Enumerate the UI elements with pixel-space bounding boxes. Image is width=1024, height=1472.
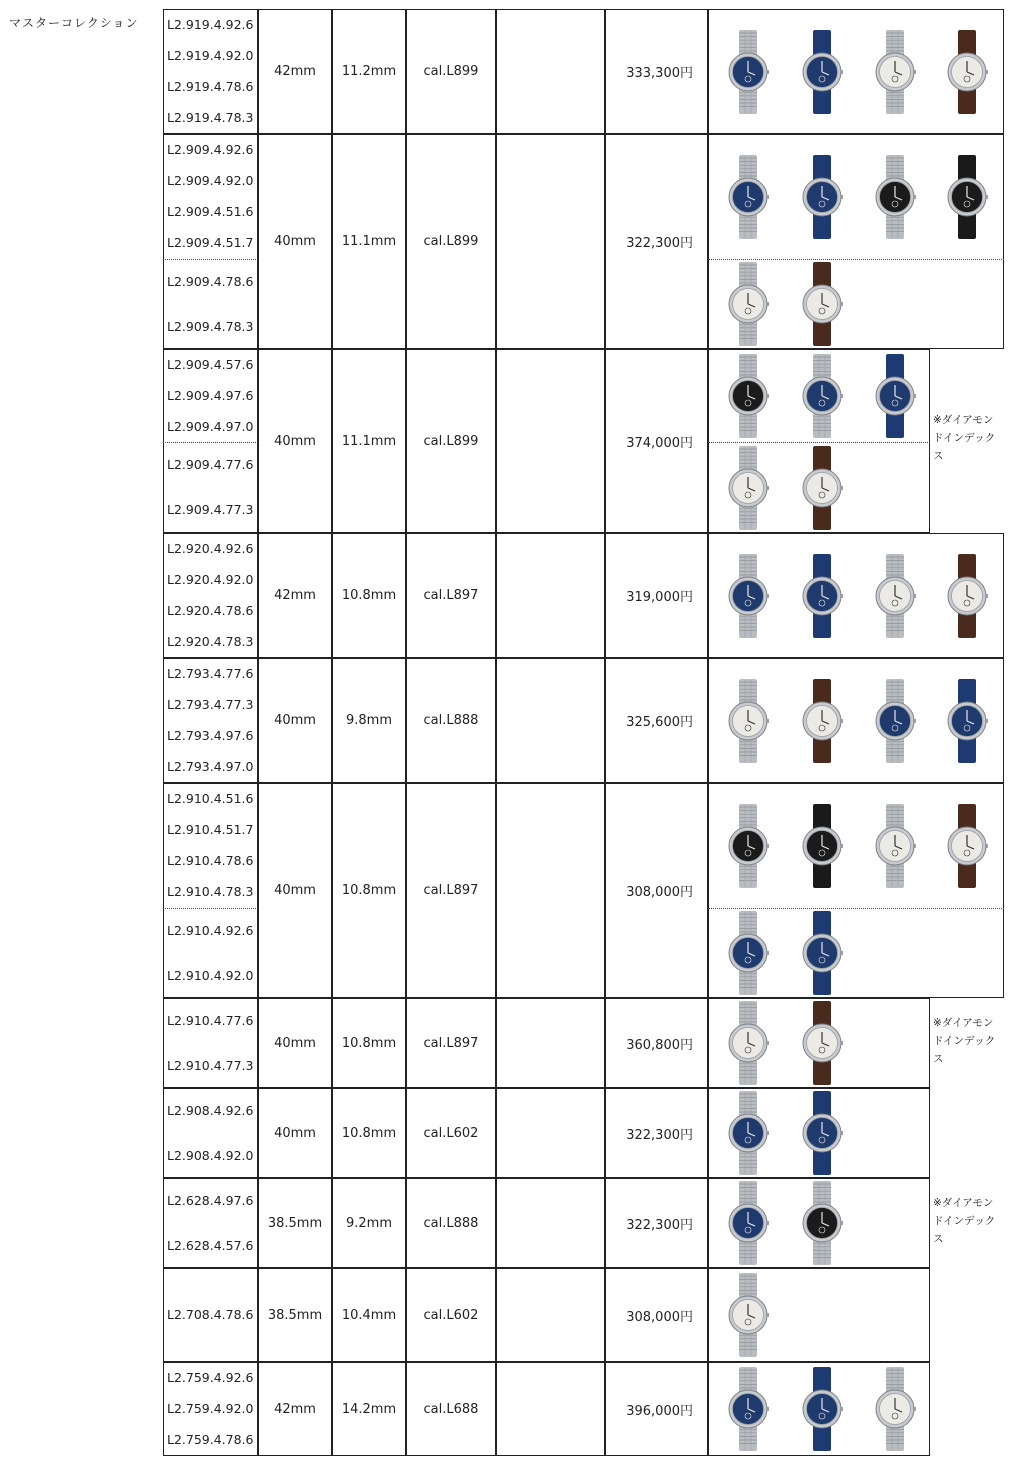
note: ※ダイアモンドインデックス xyxy=(933,1017,996,1065)
case-thickness: 11.1mm xyxy=(332,349,406,533)
watch-image xyxy=(873,1366,917,1452)
watch-image xyxy=(726,353,770,439)
watch-image xyxy=(800,353,844,439)
ref-code: L2.793.4.97.0 xyxy=(167,759,254,775)
watch-image xyxy=(726,553,770,639)
empty-cell xyxy=(496,134,605,349)
case-thickness: 10.8mm xyxy=(332,1088,406,1178)
note: ※ダイアモンドインデックス xyxy=(933,414,996,462)
caliber: cal.L897 xyxy=(406,998,496,1088)
watch-image xyxy=(873,154,917,240)
ref-code: L2.909.4.97.6 xyxy=(167,387,254,403)
watch-image xyxy=(726,1090,770,1176)
case-thickness: 14.2mm xyxy=(332,1362,406,1456)
case-thickness: 9.2mm xyxy=(332,1178,406,1268)
price: 396,000円 xyxy=(605,1362,708,1456)
collection-label: マスターコレクション xyxy=(9,16,139,30)
watch-image xyxy=(726,678,770,764)
caliber: cal.L897 xyxy=(406,783,496,998)
caliber: cal.L888 xyxy=(406,1178,496,1268)
price: 322,300円 xyxy=(605,1178,708,1268)
watch-image xyxy=(800,803,844,889)
watch-image xyxy=(800,678,844,764)
watch-image xyxy=(945,29,989,115)
ref-code: L2.910.4.92.0 xyxy=(167,967,254,983)
watch-image xyxy=(726,1000,770,1086)
ref-code: L2.909.4.78.6 xyxy=(167,273,254,289)
ref-code: L2.909.4.92.0 xyxy=(167,172,254,188)
ref-code: L2.908.4.92.6 xyxy=(167,1102,254,1118)
watch-image xyxy=(800,29,844,115)
ref-code: L2.920.4.92.0 xyxy=(167,571,254,587)
price: 333,300円 xyxy=(605,9,708,134)
case-thickness: 10.8mm xyxy=(332,783,406,998)
watch-image xyxy=(800,261,844,347)
note: ※ダイアモンドインデックス xyxy=(933,1197,996,1245)
case-thickness: 9.8mm xyxy=(332,658,406,783)
watch-image xyxy=(873,678,917,764)
empty-cell xyxy=(496,9,605,134)
ref-code: L2.909.4.97.0 xyxy=(167,418,254,434)
empty-cell xyxy=(496,349,605,533)
case-thickness: 10.8mm xyxy=(332,533,406,658)
caliber: cal.L899 xyxy=(406,349,496,533)
case-size: 38.5mm xyxy=(258,1268,332,1362)
case-size: 40mm xyxy=(258,349,332,533)
case-size: 42mm xyxy=(258,1362,332,1456)
caliber: cal.L688 xyxy=(406,1362,496,1456)
ref-code: L2.793.4.77.3 xyxy=(167,696,254,712)
ref-code: L2.793.4.97.6 xyxy=(167,728,254,744)
caliber: cal.L899 xyxy=(406,134,496,349)
price: 322,300円 xyxy=(605,1088,708,1178)
watch-image xyxy=(726,1272,770,1358)
image-divider xyxy=(708,442,930,443)
case-thickness: 11.1mm xyxy=(332,134,406,349)
price: 308,000円 xyxy=(605,1268,708,1362)
ref-code: L2.919.4.92.0 xyxy=(167,47,254,63)
ref-code: L2.919.4.78.3 xyxy=(167,110,254,126)
ref-code: L2.910.4.92.6 xyxy=(167,922,254,938)
caliber: cal.L602 xyxy=(406,1268,496,1362)
case-thickness: 10.4mm xyxy=(332,1268,406,1362)
ref-code: L2.920.4.92.6 xyxy=(167,540,254,556)
ref-code: L2.793.4.77.6 xyxy=(167,665,254,681)
ref-code: L2.920.4.78.6 xyxy=(167,603,254,619)
empty-cell xyxy=(496,1088,605,1178)
price: 322,300円 xyxy=(605,134,708,349)
watch-image xyxy=(800,553,844,639)
watch-image xyxy=(945,803,989,889)
ref-code: L2.909.4.92.6 xyxy=(167,141,254,157)
ref-code: L2.708.4.78.6 xyxy=(167,1307,254,1322)
watch-image xyxy=(800,1090,844,1176)
ref-code: L2.909.4.78.3 xyxy=(167,318,254,334)
ref-code: L2.909.4.57.6 xyxy=(167,356,254,372)
empty-cell xyxy=(496,658,605,783)
ref-code: L2.910.4.77.6 xyxy=(167,1012,254,1028)
empty-cell xyxy=(496,1362,605,1456)
empty-cell xyxy=(496,783,605,998)
case-thickness: 10.8mm xyxy=(332,998,406,1088)
ref-code: L2.910.4.51.7 xyxy=(167,821,254,837)
watch-image xyxy=(800,1000,844,1086)
ref-code: L2.628.4.97.6 xyxy=(167,1192,254,1208)
watch-image xyxy=(800,1180,844,1266)
watch-image xyxy=(800,445,844,531)
case-size: 42mm xyxy=(258,533,332,658)
case-size: 40mm xyxy=(258,1088,332,1178)
ref-code: L2.909.4.77.6 xyxy=(167,456,254,472)
case-size: 38.5mm xyxy=(258,1178,332,1268)
watch-image xyxy=(726,1366,770,1452)
watch-image xyxy=(945,678,989,764)
watch-image xyxy=(726,910,770,996)
ref-code: L2.910.4.77.3 xyxy=(167,1057,254,1073)
watch-image xyxy=(873,553,917,639)
row-divider xyxy=(163,259,258,260)
watch-image xyxy=(726,445,770,531)
ref-code: L2.910.4.51.6 xyxy=(167,790,254,806)
watch-image xyxy=(726,154,770,240)
ref-cell xyxy=(163,1178,258,1268)
watch-image xyxy=(945,154,989,240)
empty-cell xyxy=(496,533,605,658)
watch-image xyxy=(873,803,917,889)
watch-image xyxy=(873,29,917,115)
watch-image xyxy=(726,803,770,889)
caliber: cal.L602 xyxy=(406,1088,496,1178)
row-divider xyxy=(163,908,258,909)
watch-image xyxy=(800,910,844,996)
ref-code: L2.909.4.51.6 xyxy=(167,204,254,220)
price: 319,000円 xyxy=(605,533,708,658)
ref-code: L2.628.4.57.6 xyxy=(167,1237,254,1253)
price: 360,800円 xyxy=(605,998,708,1088)
watch-image xyxy=(726,261,770,347)
watch-image xyxy=(800,1366,844,1452)
ref-cell xyxy=(163,1088,258,1178)
watch-image xyxy=(726,29,770,115)
ref-code: L2.919.4.78.6 xyxy=(167,79,254,95)
watch-image xyxy=(945,553,989,639)
case-size: 40mm xyxy=(258,783,332,998)
case-size: 42mm xyxy=(258,9,332,134)
empty-cell xyxy=(496,998,605,1088)
caliber: cal.L897 xyxy=(406,533,496,658)
case-size: 40mm xyxy=(258,134,332,349)
image-divider xyxy=(708,259,1004,260)
row-divider xyxy=(163,442,258,443)
ref-code: L2.759.4.78.6 xyxy=(167,1432,254,1448)
watch-image xyxy=(726,1180,770,1266)
ref-cell xyxy=(163,998,258,1088)
price: 325,600円 xyxy=(605,658,708,783)
ref-code: L2.910.4.78.3 xyxy=(167,884,254,900)
watch-image xyxy=(873,353,917,439)
image-divider xyxy=(708,908,1004,909)
caliber: cal.L888 xyxy=(406,658,496,783)
case-size: 40mm xyxy=(258,658,332,783)
ref-code: L2.919.4.92.6 xyxy=(167,16,254,32)
ref-code: L2.759.4.92.6 xyxy=(167,1369,254,1385)
ref-code: L2.908.4.92.0 xyxy=(167,1147,254,1163)
price: 374,000円 xyxy=(605,349,708,533)
caliber: cal.L899 xyxy=(406,9,496,134)
empty-cell xyxy=(496,1178,605,1268)
ref-code: L2.920.4.78.3 xyxy=(167,634,254,650)
price: 308,000円 xyxy=(605,783,708,998)
case-size: 40mm xyxy=(258,998,332,1088)
ref-code: L2.910.4.78.6 xyxy=(167,853,254,869)
ref-code: L2.909.4.51.7 xyxy=(167,235,254,251)
case-thickness: 11.2mm xyxy=(332,9,406,134)
ref-code: L2.909.4.77.3 xyxy=(167,502,254,518)
empty-cell xyxy=(496,1268,605,1362)
ref-code: L2.759.4.92.0 xyxy=(167,1401,254,1416)
watch-image xyxy=(800,154,844,240)
